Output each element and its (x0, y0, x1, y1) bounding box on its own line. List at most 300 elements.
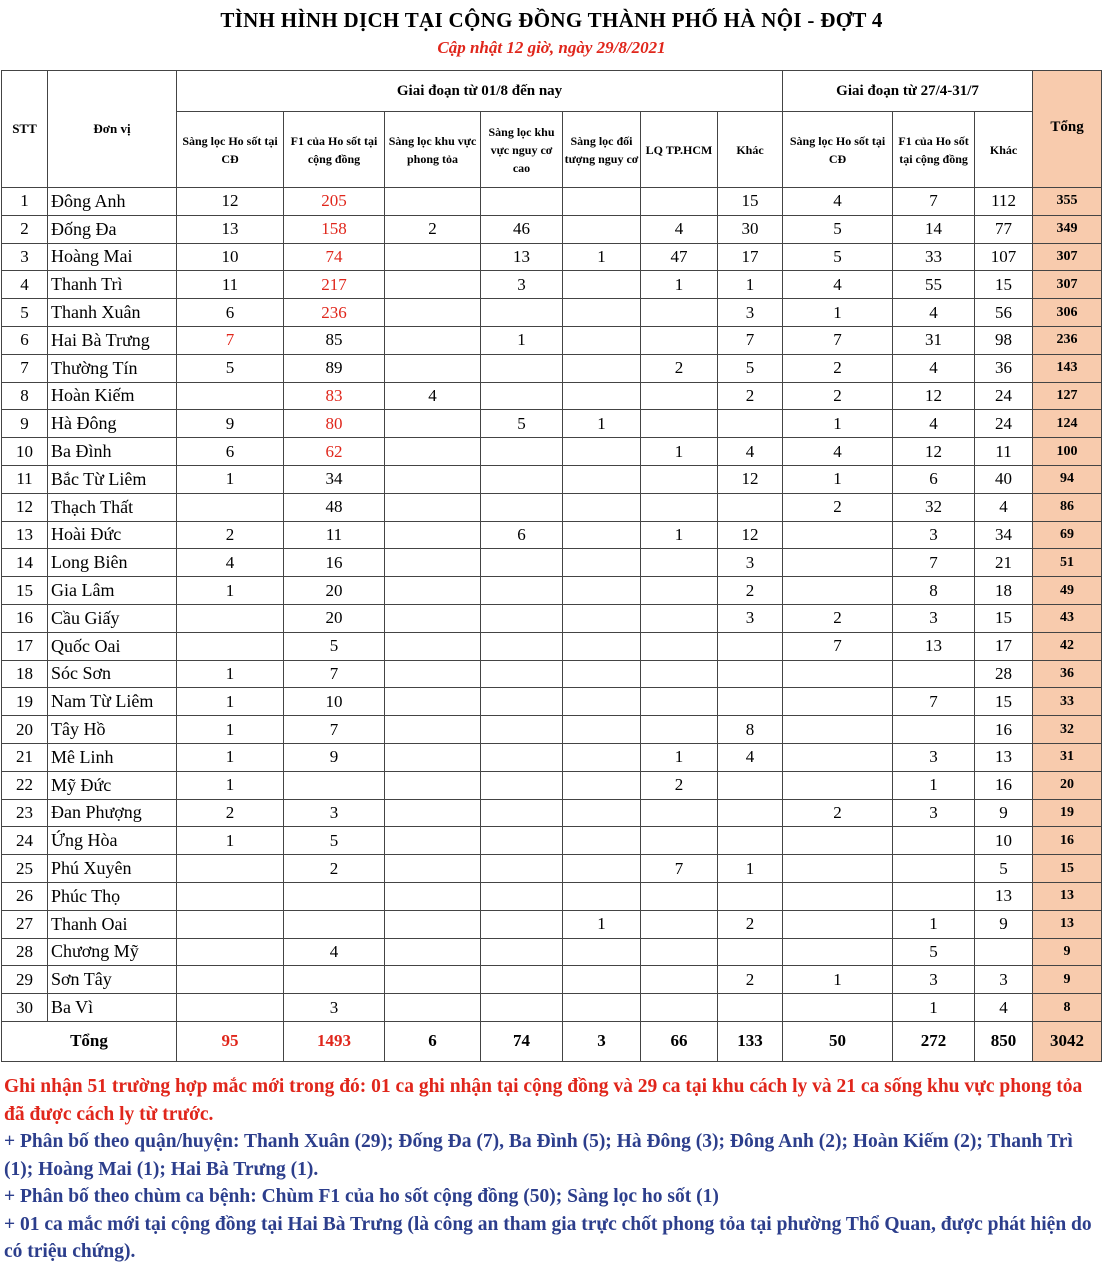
row-cell: 4 (783, 271, 893, 299)
row-cell: 1 (783, 465, 893, 493)
row-cell (385, 938, 481, 966)
row-cell (641, 882, 718, 910)
row-cell: 7 (893, 688, 975, 716)
row-cell (284, 966, 385, 994)
row-cell (481, 910, 563, 938)
row-cell (481, 882, 563, 910)
row-cell: 9 (975, 910, 1033, 938)
row-total: 13 (1033, 882, 1102, 910)
row-cell (385, 966, 481, 994)
row-cell: 1 (177, 827, 284, 855)
row-cell (481, 827, 563, 855)
row-cell: 74 (284, 243, 385, 271)
row-stt: 26 (2, 882, 48, 910)
row-cell (563, 771, 641, 799)
table-row (2, 994, 1102, 1022)
row-cell: 8 (893, 577, 975, 605)
row-cell (385, 299, 481, 327)
row-cell: 11 (284, 521, 385, 549)
row-cell: 1 (893, 771, 975, 799)
row-cell (641, 604, 718, 632)
row-cell (385, 994, 481, 1022)
row-stt: 6 (2, 326, 48, 354)
row-cell (481, 688, 563, 716)
row-cell (641, 188, 718, 216)
table-row (2, 771, 1102, 799)
header-sub-col: Sàng lọc Ho sốt tại CĐ (783, 112, 893, 188)
row-cell: 3 (893, 966, 975, 994)
notes-section (4, 1073, 1099, 1266)
row-cell (385, 882, 481, 910)
row-unit-name: Đông Anh (48, 188, 177, 216)
row-stt: 5 (2, 299, 48, 327)
table-row (2, 410, 1102, 438)
row-cell (481, 465, 563, 493)
row-cell: 4 (284, 938, 385, 966)
row-stt: 10 (2, 438, 48, 466)
row-total: 31 (1033, 743, 1102, 771)
row-cell (783, 660, 893, 688)
row-cell (177, 938, 284, 966)
row-stt: 21 (2, 743, 48, 771)
row-cell (385, 827, 481, 855)
row-cell: 2 (783, 493, 893, 521)
row-cell (481, 771, 563, 799)
row-cell: 4 (783, 438, 893, 466)
row-cell: 5 (783, 243, 893, 271)
row-cell: 15 (718, 188, 783, 216)
table-row (2, 521, 1102, 549)
row-cell: 17 (718, 243, 783, 271)
row-stt: 24 (2, 827, 48, 855)
row-unit-name: Ba Vì (48, 994, 177, 1022)
row-cell: 3 (718, 604, 783, 632)
row-cell: 7 (284, 716, 385, 744)
row-cell: 1 (641, 743, 718, 771)
row-stt: 18 (2, 660, 48, 688)
row-cell (481, 382, 563, 410)
table-row (2, 604, 1102, 632)
table-row (2, 465, 1102, 493)
row-cell (563, 604, 641, 632)
table-row (2, 938, 1102, 966)
row-total: 8 (1033, 994, 1102, 1022)
row-cell: 8 (718, 716, 783, 744)
row-cell (481, 354, 563, 382)
row-cell: 1 (641, 521, 718, 549)
row-cell: 3 (893, 521, 975, 549)
footer-cell: 1493 (284, 1021, 385, 1061)
row-cell (177, 882, 284, 910)
note-community-case: + 01 ca mắc mới tại cộng đồng tại Hai Bà Trưng (là công an tham gia trực chốt phong tỏa tại phường Thổ Quan, được phát hiện do có triệu chứng). (4, 1213, 1092, 1262)
row-cell: 3 (718, 299, 783, 327)
row-cell (481, 660, 563, 688)
row-cell (385, 632, 481, 660)
row-cell (563, 799, 641, 827)
row-cell: 3 (481, 271, 563, 299)
row-cell: 4 (893, 299, 975, 327)
row-cell (641, 799, 718, 827)
row-cell (385, 604, 481, 632)
row-unit-name: Đống Đa (48, 215, 177, 243)
row-cell: 6 (481, 521, 563, 549)
row-cell (641, 577, 718, 605)
row-cell: 40 (975, 465, 1033, 493)
row-unit-name: Thường Tín (48, 354, 177, 382)
row-cell (385, 354, 481, 382)
row-cell: 2 (718, 910, 783, 938)
row-cell: 2 (718, 382, 783, 410)
row-cell: 55 (893, 271, 975, 299)
row-cell: 9 (284, 743, 385, 771)
row-cell: 12 (893, 438, 975, 466)
row-unit-name: Bắc Từ Liêm (48, 465, 177, 493)
row-cell (177, 966, 284, 994)
row-cell (641, 966, 718, 994)
row-unit-name: Hoàn Kiếm (48, 382, 177, 410)
row-unit-name: Ba Đình (48, 438, 177, 466)
row-total: 307 (1033, 243, 1102, 271)
row-cell (718, 771, 783, 799)
row-cell (563, 743, 641, 771)
row-cell (177, 382, 284, 410)
row-total: 86 (1033, 493, 1102, 521)
row-cell: 10 (177, 243, 284, 271)
row-unit-name: Thanh Xuân (48, 299, 177, 327)
row-cell: 3 (893, 743, 975, 771)
row-cell (385, 799, 481, 827)
row-cell: 7 (284, 660, 385, 688)
row-cell: 11 (975, 438, 1033, 466)
row-cell: 2 (177, 521, 284, 549)
row-cell (481, 493, 563, 521)
row-cell: 7 (783, 326, 893, 354)
row-cell: 4 (975, 493, 1033, 521)
row-cell: 2 (718, 577, 783, 605)
note-summary: Ghi nhận 51 trường hợp mắc mới trong đó: 01 ca ghi nhận tại cộng đồng và 29 ca tại khu cách ly và 21 ca sống khu vực phong tỏa đã được cách ly từ trước. (4, 1076, 1083, 1125)
row-cell (385, 660, 481, 688)
row-cell (718, 493, 783, 521)
row-cell (385, 577, 481, 605)
row-stt: 8 (2, 382, 48, 410)
row-cell (563, 882, 641, 910)
row-cell (563, 855, 641, 883)
row-cell (893, 855, 975, 883)
row-unit-name: Thanh Oai (48, 910, 177, 938)
row-cell: 2 (385, 215, 481, 243)
row-cell: 4 (783, 188, 893, 216)
row-total: 127 (1033, 382, 1102, 410)
footer-cell: 6 (385, 1021, 481, 1061)
row-total: 49 (1033, 577, 1102, 605)
header-sub-col: F1 của Ho sốt tại cộng đồng (893, 112, 975, 188)
row-cell: 4 (893, 410, 975, 438)
row-cell (385, 271, 481, 299)
row-cell: 1 (177, 771, 284, 799)
row-cell: 4 (975, 994, 1033, 1022)
row-cell (563, 716, 641, 744)
row-cell (783, 910, 893, 938)
table-row (2, 243, 1102, 271)
row-stt: 4 (2, 271, 48, 299)
row-stt: 20 (2, 716, 48, 744)
row-cell: 13 (177, 215, 284, 243)
row-cell (718, 882, 783, 910)
row-cell: 21 (975, 549, 1033, 577)
row-cell: 16 (284, 549, 385, 577)
header-sub-col: Sàng lọc đối tượng nguy cơ (563, 112, 641, 188)
row-cell: 1 (718, 855, 783, 883)
row-total: 15 (1033, 855, 1102, 883)
row-cell (385, 910, 481, 938)
row-cell: 1 (177, 465, 284, 493)
row-cell (385, 716, 481, 744)
row-cell: 46 (481, 215, 563, 243)
table-row (2, 188, 1102, 216)
row-cell (481, 577, 563, 605)
row-cell (563, 326, 641, 354)
statistics-table (1, 70, 1102, 1062)
header-group-previous: Giai đoạn từ 27/4-31/7 (783, 71, 1033, 112)
row-total: 19 (1033, 799, 1102, 827)
row-total: 100 (1033, 438, 1102, 466)
row-cell (481, 938, 563, 966)
row-stt: 14 (2, 549, 48, 577)
table-row (2, 855, 1102, 883)
row-unit-name: Long Biên (48, 549, 177, 577)
row-cell: 1 (177, 688, 284, 716)
row-cell: 1 (783, 299, 893, 327)
row-cell: 1 (893, 994, 975, 1022)
row-cell (563, 632, 641, 660)
row-unit-name: Phú Xuyên (48, 855, 177, 883)
row-total: 33 (1033, 688, 1102, 716)
row-total: 143 (1033, 354, 1102, 382)
row-stt: 15 (2, 577, 48, 605)
row-unit-name: Nam Từ Liêm (48, 688, 177, 716)
footer-cell: 74 (481, 1021, 563, 1061)
row-cell: 34 (284, 465, 385, 493)
row-cell: 4 (893, 354, 975, 382)
row-cell: 20 (284, 577, 385, 605)
row-cell (641, 493, 718, 521)
row-cell (563, 188, 641, 216)
row-cell: 9 (975, 799, 1033, 827)
row-unit-name: Gia Lâm (48, 577, 177, 605)
row-cell (641, 910, 718, 938)
row-cell: 1 (177, 716, 284, 744)
header-sub-col: Sàng lọc khu vực nguy cơ cao (481, 112, 563, 188)
row-cell: 4 (641, 215, 718, 243)
row-cell: 1 (563, 410, 641, 438)
row-cell: 3 (893, 604, 975, 632)
row-cell: 205 (284, 188, 385, 216)
row-cell (563, 493, 641, 521)
row-cell (177, 855, 284, 883)
row-total: 355 (1033, 188, 1102, 216)
row-cell (563, 549, 641, 577)
row-unit-name: Đan Phượng (48, 799, 177, 827)
row-cell: 31 (893, 326, 975, 354)
row-cell (641, 410, 718, 438)
row-stt: 12 (2, 493, 48, 521)
row-cell (641, 549, 718, 577)
row-cell: 80 (284, 410, 385, 438)
table-row (2, 271, 1102, 299)
row-cell (481, 188, 563, 216)
row-total: 42 (1033, 632, 1102, 660)
row-total: 20 (1033, 771, 1102, 799)
row-cell (563, 688, 641, 716)
row-total: 51 (1033, 549, 1102, 577)
row-cell: 4 (718, 743, 783, 771)
table-row (2, 299, 1102, 327)
row-cell: 5 (893, 938, 975, 966)
row-unit-name: Mỹ Đức (48, 771, 177, 799)
row-unit-name: Sơn Tây (48, 966, 177, 994)
row-cell: 2 (783, 354, 893, 382)
row-cell (481, 743, 563, 771)
row-cell (563, 966, 641, 994)
row-stt: 29 (2, 966, 48, 994)
row-cell: 5 (975, 855, 1033, 883)
row-stt: 7 (2, 354, 48, 382)
row-cell: 7 (893, 549, 975, 577)
row-cell: 34 (975, 521, 1033, 549)
header-unit: Đơn vị (48, 71, 177, 188)
row-cell (563, 827, 641, 855)
row-cell: 12 (893, 382, 975, 410)
row-cell (783, 938, 893, 966)
row-stt: 13 (2, 521, 48, 549)
row-cell: 85 (284, 326, 385, 354)
footer-cell: 50 (783, 1021, 893, 1061)
row-cell: 14 (893, 215, 975, 243)
row-cell (481, 966, 563, 994)
row-total: 9 (1033, 966, 1102, 994)
table-row (2, 660, 1102, 688)
row-cell (563, 382, 641, 410)
row-total: 9 (1033, 938, 1102, 966)
row-stt: 16 (2, 604, 48, 632)
row-cell: 13 (481, 243, 563, 271)
row-cell: 16 (975, 771, 1033, 799)
table-row (2, 577, 1102, 605)
row-cell: 217 (284, 271, 385, 299)
row-unit-name: Quốc Oai (48, 632, 177, 660)
row-total: 349 (1033, 215, 1102, 243)
table-row (2, 326, 1102, 354)
row-cell: 3 (284, 799, 385, 827)
note-district-distribution: + Phân bố theo quận/huyện: Thanh Xuân (29); Đống Đa (7), Ba Đình (5); Hà Đông (3); Đông Anh (2); Hoàn Kiếm (2); Thanh Trì (1); Hoàng Mai (1); Hai Bà Trưng (1). (4, 1131, 1073, 1180)
row-cell: 3 (975, 966, 1033, 994)
row-cell: 24 (975, 410, 1033, 438)
row-cell (563, 465, 641, 493)
row-cell: 10 (284, 688, 385, 716)
row-cell: 2 (284, 855, 385, 883)
row-cell: 2 (177, 799, 284, 827)
row-cell (783, 882, 893, 910)
footer-cell: 3 (563, 1021, 641, 1061)
row-cell: 158 (284, 215, 385, 243)
row-cell (718, 799, 783, 827)
row-stt: 30 (2, 994, 48, 1022)
row-cell (783, 855, 893, 883)
row-stt: 1 (2, 188, 48, 216)
row-cell: 107 (975, 243, 1033, 271)
row-cell (284, 910, 385, 938)
header-group-current: Giai đoạn từ 01/8 đến nay (177, 71, 783, 112)
row-cell: 11 (177, 271, 284, 299)
header-total: Tổng (1033, 71, 1102, 188)
row-cell (641, 827, 718, 855)
row-cell (641, 938, 718, 966)
row-cell (563, 299, 641, 327)
row-cell (783, 577, 893, 605)
update-subtitle: Cập nhật 12 giờ, ngày 29/8/2021 (437, 38, 666, 57)
row-total: 16 (1033, 827, 1102, 855)
row-cell (563, 354, 641, 382)
table-row (2, 549, 1102, 577)
row-cell (481, 855, 563, 883)
row-total: 307 (1033, 271, 1102, 299)
row-cell: 1 (481, 326, 563, 354)
row-cell: 10 (975, 827, 1033, 855)
footer-cell: 850 (975, 1021, 1033, 1061)
row-cell: 30 (718, 215, 783, 243)
row-unit-name: Sóc Sơn (48, 660, 177, 688)
row-cell (893, 716, 975, 744)
row-cell: 77 (975, 215, 1033, 243)
row-stt: 25 (2, 855, 48, 883)
row-cell (481, 604, 563, 632)
row-cell (177, 604, 284, 632)
row-total: 43 (1033, 604, 1102, 632)
row-cell: 5 (783, 215, 893, 243)
row-cell (641, 632, 718, 660)
table-row (2, 882, 1102, 910)
row-cell: 3 (718, 549, 783, 577)
table-row (2, 354, 1102, 382)
row-cell (177, 493, 284, 521)
row-cell: 7 (641, 855, 718, 883)
row-cell: 2 (783, 799, 893, 827)
row-cell (481, 994, 563, 1022)
row-cell: 20 (284, 604, 385, 632)
row-stt: 19 (2, 688, 48, 716)
row-cell (718, 688, 783, 716)
row-cell: 6 (177, 438, 284, 466)
row-cell: 4 (177, 549, 284, 577)
table-row (2, 688, 1102, 716)
row-cell: 1 (783, 410, 893, 438)
table-row (2, 966, 1102, 994)
row-cell: 62 (284, 438, 385, 466)
row-cell (385, 493, 481, 521)
row-cell: 13 (893, 632, 975, 660)
footer-cell: 95 (177, 1021, 284, 1061)
page-title: TÌNH HÌNH DỊCH TẠI CỘNG ĐỒNG THÀNH PHỐ HÀ NỘI - ĐỢT 4 (220, 8, 883, 32)
row-cell: 12 (718, 465, 783, 493)
row-total: 32 (1033, 716, 1102, 744)
row-cell (385, 549, 481, 577)
row-cell: 1 (177, 577, 284, 605)
row-cell: 1 (641, 438, 718, 466)
row-cell: 6 (177, 299, 284, 327)
row-total: 124 (1033, 410, 1102, 438)
row-cell: 2 (641, 354, 718, 382)
row-stt: 2 (2, 215, 48, 243)
